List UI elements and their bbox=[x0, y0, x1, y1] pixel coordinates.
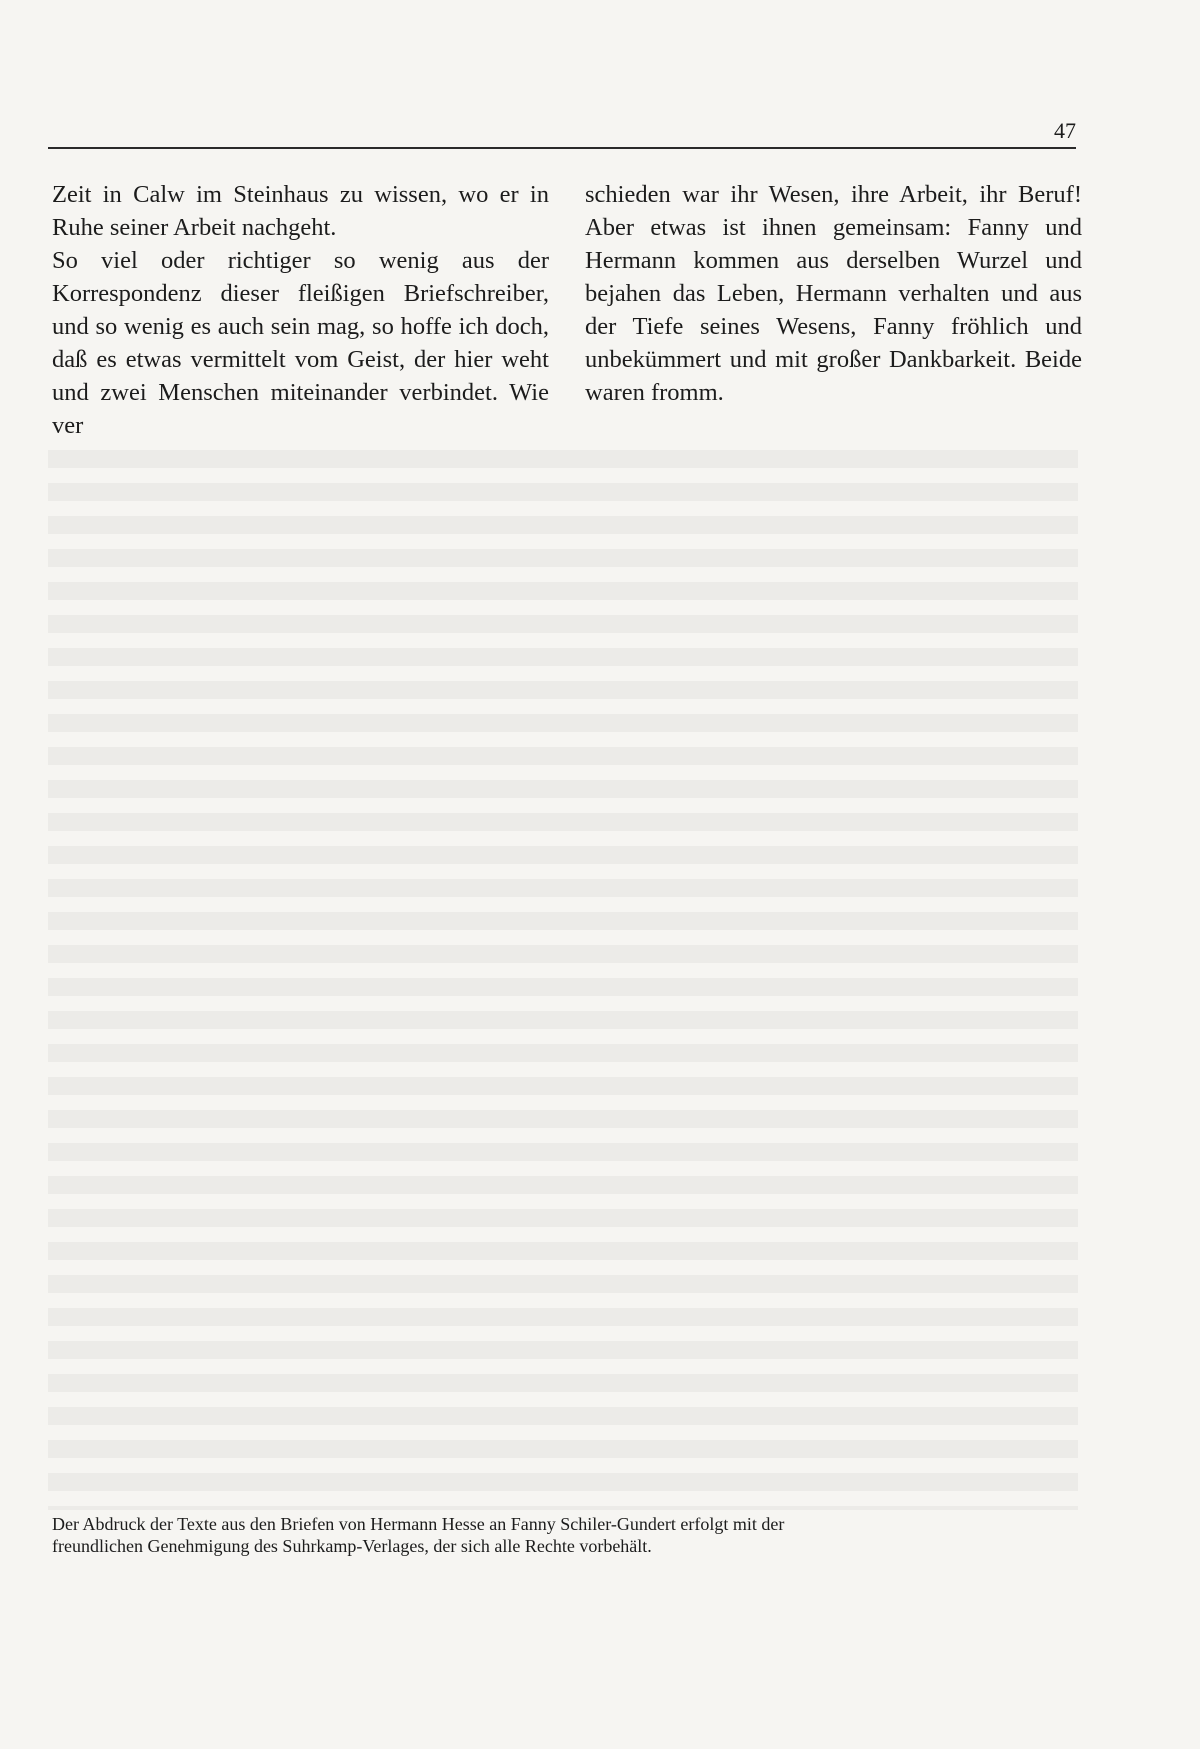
footnote-line: freundlichen Genehmigung des Suhrkamp-Verlages, der sich alle Rechte vorbehält. bbox=[52, 1536, 652, 1556]
paragraph: Zeit in Calw im Steinhaus zu wissen, wo er in Ruhe seiner Arbeit nachgeht. bbox=[52, 181, 549, 241]
page-number: 47 bbox=[1054, 118, 1076, 143]
paragraph: schieden war ihr Wesen, ihre Arbeit, ihr Beruf! Aber etwas ist ihnen gemeinsam: Fanny und Hermann kommen aus derselben Wurzel und bejahen das Leben, Hermann verhalten und aus der Tiefe seines Wesens, Fanny fröhlich und unbekümmert und mit großer Dankbarkeit. Beide waren fromm. bbox=[585, 181, 1082, 406]
text-columns bbox=[52, 178, 1082, 442]
right-column bbox=[585, 178, 1082, 442]
footnote-line: Der Abdruck der Texte aus den Briefen von Hermann Hesse an Fanny Schiler-Gundert erfolgt mit der bbox=[52, 1514, 785, 1534]
left-column bbox=[52, 178, 549, 442]
show-through-texture bbox=[48, 450, 1078, 1510]
header-rule bbox=[48, 147, 1076, 149]
footnote bbox=[52, 1513, 1082, 1557]
paragraph: So viel oder richtiger so wenig aus der Korrespondenz dieser fleißigen Briefschreiber, und so wenig es auch sein mag, so hoffe ich doch, daß es etwas vermittelt vom Geist, der hier weht und zwei Menschen miteinander verbindet. Wie ver bbox=[52, 247, 549, 439]
